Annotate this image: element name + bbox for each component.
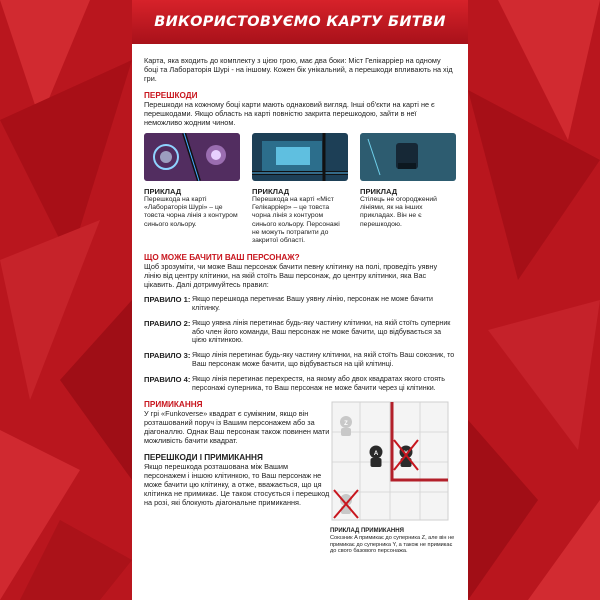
obstacles-engagement-heading: ПЕРЕШКОДИ І ПРИМИКАННЯ <box>144 453 263 463</box>
diagram-caption <box>330 528 456 554</box>
example-3-text: Стілець не огороджений лініями, як на інших прикладах. Він не є перешкодою. <box>360 196 437 228</box>
figure-z <box>340 416 352 436</box>
page-content <box>144 52 456 555</box>
rule-2 <box>144 319 456 345</box>
rule-4-text: Якщо лінія перетинає перехрестя, на якому або двох квадратах якого стоять персонажі суперника, то Ваш персонаж не може бачити через ці клітинки. <box>192 374 445 392</box>
rule-1-label: ПРАВИЛО 1: <box>144 295 191 305</box>
caption-text: Союзник A примикає до суперника Z, але він не примикає до суперника Y, а також не примикає до свого базового персонажа. <box>330 534 455 555</box>
page-title: ВИКОРИСТОВУЄМО КАРТУ БИТВИ <box>154 14 446 30</box>
rule-1 <box>144 295 456 313</box>
bottom-right-column <box>330 400 456 554</box>
bottom-left-column <box>144 400 330 554</box>
right-background-pattern <box>468 0 600 600</box>
example-lab <box>144 133 240 245</box>
example-3-title: ПРИКЛАД <box>360 187 398 196</box>
rule-2-label: ПРАВИЛО 2: <box>144 318 191 328</box>
engagement-diagram <box>330 400 450 522</box>
rule-4-label: ПРАВИЛО 4: <box>144 374 191 384</box>
figure-z-label: Z <box>344 421 348 428</box>
obstacles-engagement-paragraph: Якщо перешкода розташована між Вашим персонажем і іншою клітинкою, то Ваш персонаж не може бачити цю клітинку, а отже, вважається, що ця клітинка не примикає. Це також стосується і перешкод на розі, які блокують діагональне примикання. <box>144 462 330 508</box>
obstacles-heading: ПЕРЕШКОДИ <box>144 91 198 100</box>
example-2-title: ПРИКЛАД <box>252 187 290 196</box>
obstacle-examples <box>144 133 456 245</box>
rule-4 <box>144 375 456 393</box>
example-1-text: Перешкода на карті «Лабораторія Шурі» – це товста чорна лінія з контуром синього кольору. <box>144 196 238 228</box>
engagement-heading: ПРИМИКАННЯ <box>144 400 203 410</box>
example-helicarrier <box>252 133 348 245</box>
example-2-text: Перешкода на карті «Міст Гелікарріер» – це товста чорна лінія з контуром синього кольору. Персонажі не можуть потрапити до закритої області. <box>252 196 340 245</box>
rule-3-text: Якщо лінія перетинає будь-яку частину клітинки, на якій стоїть Ваш союзник, то Ваш персонаж може бачити, що відбувається на цій клітинці. <box>192 351 455 368</box>
page-header <box>132 0 468 44</box>
rule-3-label: ПРАВИЛО 3: <box>144 351 191 361</box>
intro-paragraph: Карта, яка входить до комплекту з цією грою, має два боки: Міст Гелікарріер на одному боці та Лабораторія Шурі - на іншому. Кожен бік унікальний, а перешкоди впливають на хід гри. <box>144 56 453 83</box>
example-chair <box>360 133 456 245</box>
bottom-section <box>144 400 456 554</box>
obstacles-paragraph: Перешкоди на кожному боці карти мають однаковий вигляд. Інші об'єкти на карті не є перешкодами. Якщо область на карті повністю закрита перешкодою, зайти в неї неможливо жодним чином. <box>144 100 435 127</box>
lab-obstacle-image <box>144 133 240 181</box>
figure-a-label: A <box>373 451 379 458</box>
sight-paragraph: Щоб зрозуміти, чи може Ваш персонаж бачити певну клітинку на полі, проведіть уявну лінію від центру клітинки, на якій стоїть Ваш персонаж, до центру клітинки, яка Вас цікавить. Далі дотримуйтесь правил: <box>144 262 438 290</box>
example-1-title: ПРИКЛАД <box>144 187 182 196</box>
engagement-paragraph: У грі «Funkoverse» квадрат є суміжним, якщо він розташований поруч із Вашим персонажем або за діагоналлю. Однак Ваш персонаж також повинен мати можливість бачити квадрат. <box>144 409 330 446</box>
rule-3 <box>144 351 456 369</box>
rule-1-text: Якщо перешкода перетинає Вашу уявну лінію, персонаж не може бачити клітинку. <box>192 295 433 313</box>
rules-page <box>132 0 468 600</box>
rule-2-text: Якщо уявна лінія перетинає будь-яку частину клітинки, на якій стоїть суперник або член його команди, Ваш персонаж не може бачити, що відбувається за цією клітинкою. <box>192 318 451 345</box>
helicarrier-obstacle-image <box>252 133 348 181</box>
caption-title: ПРИКЛАД ПРИМИКАННЯ <box>330 528 404 535</box>
figure-a <box>370 446 383 468</box>
sight-heading: ЩО МОЖЕ БАЧИТИ ВАШ ПЕРСОНАЖ? <box>144 253 300 263</box>
chair-image <box>360 133 456 181</box>
left-background-pattern <box>0 0 132 600</box>
